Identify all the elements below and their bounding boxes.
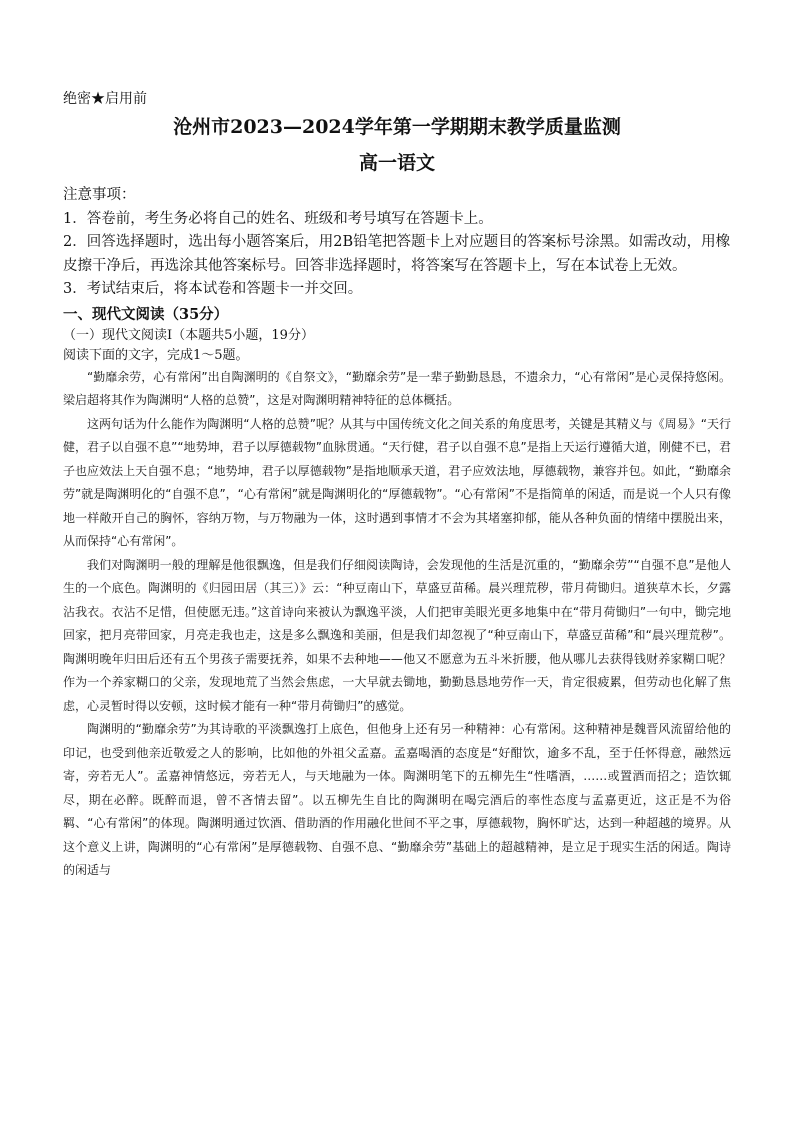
passage-paragraph: 这两句话为什么能作为陶渊明“人格的总赞”呢？从其与中国传统文化之间关系的角度思考，关键是其精义与《周易》“天行健，君子以自强不息”“地势坤，君子以厚德载物”血脉贯通。“天行健，君子以自强不息”是指上天运行遵循大道，刚健不已，君子也应效法上天自强不息；“地势坤，君子以厚德载物”是指地顺承天道，君子应效法地，厚德载物，兼容并包。如此，“勤靡余劳”就是陶渊明化的“自强不息”，“心有常闲”就是陶渊明化的“厚德载物”。“心有常闲”不是指简单的闲适，而是说一个人只有像地一样敞开自己的胸怀，容纳万物，与万物融为一体，这时遇到事情才不会为其堵塞抑郁，能从各种负面的情绪中摆脱出来，从而保持“心有常闲”。 <box>63 416 731 548</box>
notice-heading: 注意事项： <box>63 187 136 203</box>
notice-item: 1．答卷前，考生务必将自己的姓名、班级和考号填写在答题卡上。 <box>63 210 493 227</box>
passage-paragraph: “勤靡余劳，心有常闲”出自陶渊明的《自祭文》，“勤靡余劳”是一辈子勤勤恳恳，不遗余力，“心有常闲”是心灵保持悠闲。梁启超将其作为陶渊明“人格的总赞”，这是对陶渊明精神特征的总体概括。 <box>63 369 731 407</box>
passage-paragraph: 我们对陶渊明一般的理解是他很飘逸，但是我们仔细阅读陶诗，会发现他的生活是沉重的，“勤靡余劳”“自强不息”是他人生的一个底色。陶渊明的《归园田居（其三）》云：“种豆南山下，草盛豆苗稀。晨兴理荒秽，带月荷锄归。道狭草木长，夕露沾我衣。衣沾不足惜，但使愿无违。”这首诗向来被认为飘逸平淡，人们把审美眼光更多地集中在“带月荷锄归”一句中，锄完地回家，把月亮带回家，月亮走我也走，这是多么飘逸和美丽，但是我们却忽视了“种豆南山下，草盛豆苗稀”和“晨兴理荒秽”。陶渊明晚年归田后还有五个男孩子需要抚养，如果不去种地——他又不愿意为五斗米折腰，他从哪儿去获得钱财养家糊口呢？作为一个养家糊口的父亲，发现地荒了当然会焦虑，一大早就去锄地，勤勤恳恳地劳作一天，肯定很疲累，但劳动也化解了焦虑，心灵暂时得以安顿，这时候才能有一种“带月荷锄归”的感觉。 <box>63 557 731 713</box>
notice-item: 3．考试结束后，将本试卷和答题卡一并交回。 <box>63 281 363 297</box>
reading-instruction: 阅读下面的文字，完成1～5题。 <box>63 347 249 363</box>
passage-paragraph: 陶渊明的“勤靡余劳”为其诗歌的平淡飘逸打上底色，但他身上还有另一种精神：心有常闲。这种精神是魏晋风流留给他的印记，也受到他亲近敬爱之人的影响，比如他的外祖父孟嘉。孟嘉喝酒的态度是“好酣饮，逾多不乱，至于任怀得意，融然远寄，旁若无人”。孟嘉神情悠远，旁若无人，与天地融为一体。陶渊明笔下的五柳先生“性嗜酒，……或置酒而招之；造饮辄尽，期在必醉。既醉而退，曾不吝情去留”。以五柳先生自比的陶渊明在喝完酒后的率性态度与孟嘉更近，这正是不为俗羁、“心有常闲”的体现。陶渊明通过饮酒、借助酒的作用融化世间不平之事，厚德载物，胸怀旷达，达到一种超越的境界。从这个意义上讲，陶渊明的“心有常闲”是厚德载物、自强不息、“勤靡余劳”基础上的超越精神，是立足于现实生活的闲适。陶诗的闲适与 <box>63 722 731 877</box>
notice-block <box>63 184 731 302</box>
exam-title: 沧州市2023—2024学年第一学期期末教学质量监测 <box>173 116 621 138</box>
section-heading: 一、现代文阅读（35分） <box>63 305 229 323</box>
section-subheading: （一）现代文阅读Ⅰ（本题共5小题，19分） <box>63 327 314 343</box>
confidential-label: 绝密★启用前 <box>63 91 147 107</box>
reading-passage <box>63 366 731 883</box>
notice-item: 2．回答选择题时，选出每小题答案后，用2B铅笔把答题卡上对应题目的答案标号涂黑。如需改动，用橡皮擦干净后，再选涂其他答案标号。回答非选择题时，将答案写在答题卡上，写在本试卷上无效。 <box>63 234 731 274</box>
exam-subject: 高一语文 <box>358 152 435 174</box>
